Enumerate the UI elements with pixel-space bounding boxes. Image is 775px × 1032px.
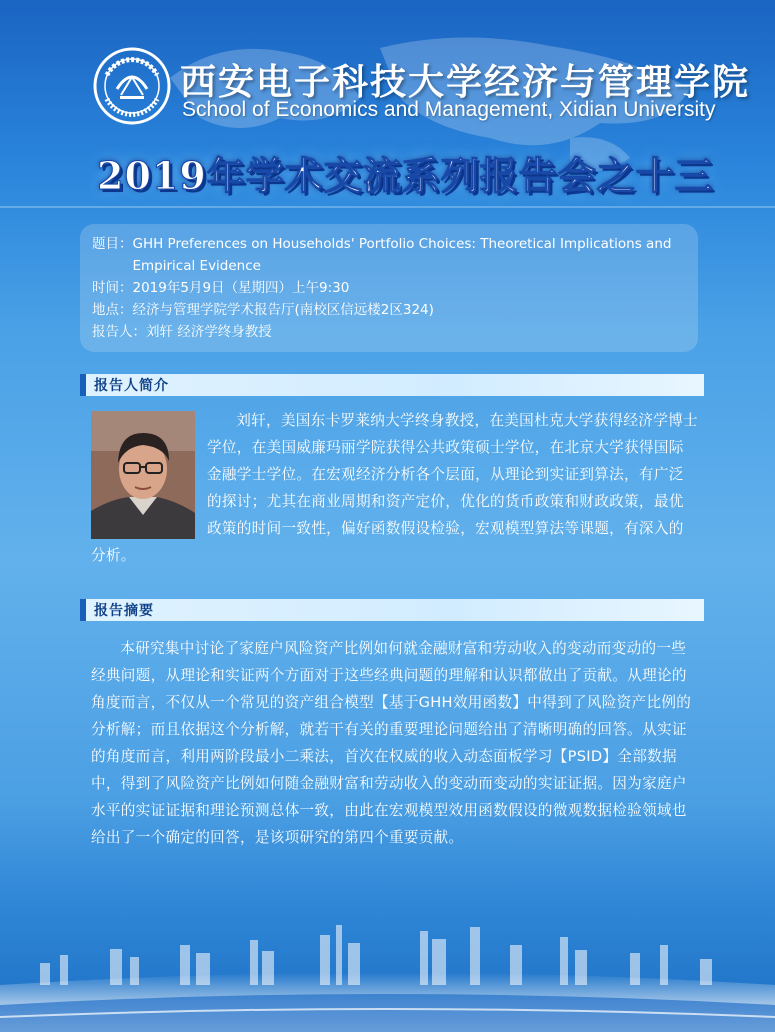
time-value: 2019年5月9日（星期四）上午9:30 <box>132 280 350 296</box>
section-header-bio <box>80 374 704 396</box>
school-title-en: School of Economics and Management, Xidian University <box>182 98 716 121</box>
info-title-row <box>92 233 686 277</box>
time-label: 时间： <box>92 280 133 296</box>
header-divider <box>0 206 775 208</box>
school-name-cn: 经济与管理学院 <box>484 61 751 103</box>
section-label-bio: 报告人简介 <box>94 378 169 394</box>
info-speaker-row <box>92 321 686 343</box>
title-value: GHH Preferences on Households' Portfolio Choices: Theoretical Implications and Empirical Evidence <box>132 236 672 274</box>
university-seal-icon <box>93 47 171 125</box>
abstract-text: 本研究集中讨论了家庭户风险资产比例如何就金融财富和劳动收入的变动而变动的一些经典问题，从理论和实证两个方面对于这些经典问题的理解和认识都做出了贡献。从理论的角度而言，不仅从一个常见的资产组合模型【基于GHH效用函数】中得到了风险资产比例的分析解；而且依据这个分析解，就若干有关的重要理论问题给出了清晰明确的回答。从实证的角度而言，利用两阶段最小二乘法，首次在权威的收入动态面板学习【PSID】全部数据中，得到了风险资产比例如何随金融财富和劳动收入的变动而变动的实证证据。因为家庭户水平的实证证据和理论预测总体一致，由此在宏观模型效用函数假设的微观数据检验领域也给出了一个确定的回答，是该项研究的第四个重要贡献。 <box>91 640 692 846</box>
city-skyline-decoration <box>0 905 775 1032</box>
section-label-abstract: 报告摘要 <box>94 603 154 619</box>
info-time-row <box>92 277 686 299</box>
university-name-cn: 西安电子科技大学 <box>180 61 485 103</box>
speaker-bio-text: 刘轩，美国东卡罗莱纳大学终身教授，在美国杜克大学获得经济学博士学位，在美国威廉玛丽学院获得公共政策硕士学位，在北京大学获得国际金融学士学位。在宏观经济分析各个层面，从理论到实证到算法，有广泛的探讨；尤其在商业周期和资产定价，优化的货币政策和财政政策，最优政策的时间一致性，偏好函数假设检验，宏观模型算法等课题，有深入的分析。 <box>91 412 698 564</box>
place-label: 地点： <box>92 302 133 318</box>
info-place-row <box>92 299 686 321</box>
series-title: 2019年学术交流系列报告会之十三 <box>97 153 714 198</box>
title-label: 题目： <box>92 236 133 252</box>
speaker-label: 报告人： <box>92 324 146 340</box>
speaker-value: 刘轩 经济学终身教授 <box>146 324 272 340</box>
abstract <box>91 635 698 851</box>
section-header-abstract <box>80 599 704 621</box>
place-value: 经济与管理学院学术报告厅(南校区信远楼2区324) <box>132 302 434 318</box>
speaker-bio <box>91 407 698 569</box>
lecture-info-box <box>80 224 698 352</box>
